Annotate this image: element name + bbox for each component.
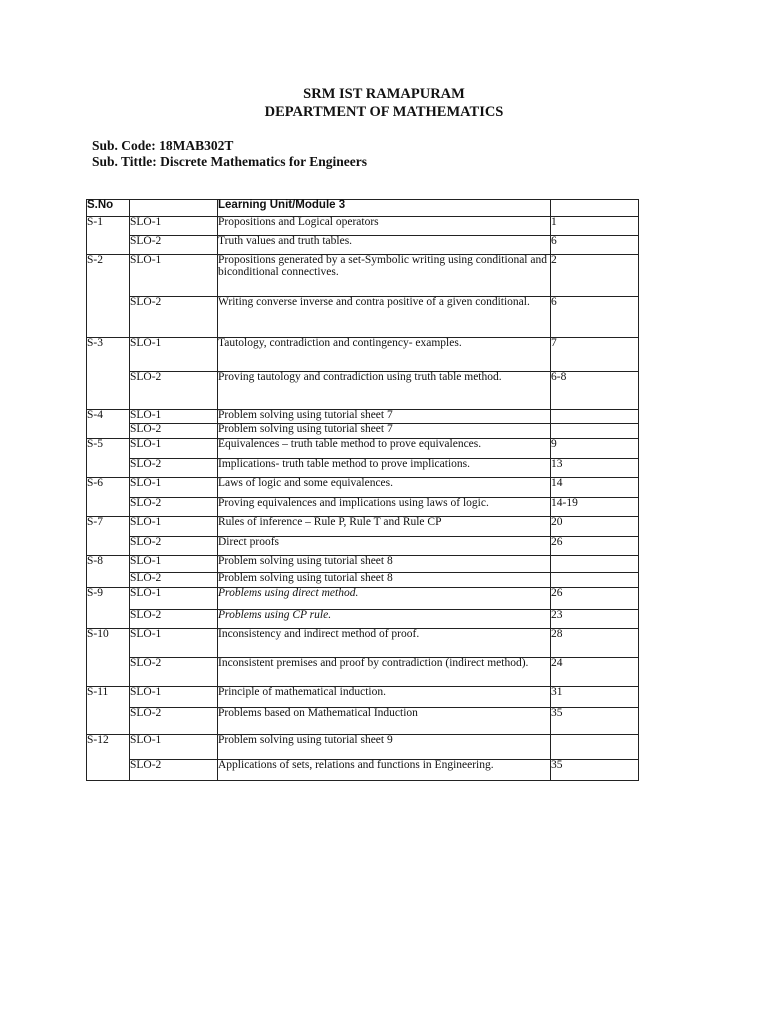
reference-number: 7 xyxy=(551,338,639,372)
reference-number: 2 xyxy=(551,255,639,297)
table-row xyxy=(87,255,639,297)
topic-text: Problem solving using tutorial sheet 7 xyxy=(218,424,551,439)
topic-text: Inconsistent premises and proof by contradiction (indirect method). xyxy=(218,658,551,687)
column-header-sno: S.No xyxy=(87,200,130,217)
session-number: S-6 xyxy=(87,478,130,517)
topic-text: Principle of mathematical induction. xyxy=(218,687,551,708)
reference-number: 6 xyxy=(551,236,639,255)
reference-number xyxy=(551,424,639,439)
topic-text: Proving equivalences and implications using laws of logic. xyxy=(218,498,551,517)
session-number: S-9 xyxy=(87,588,130,629)
table-row xyxy=(87,410,639,424)
session-number: S-5 xyxy=(87,439,130,478)
table-row xyxy=(87,498,639,517)
reference-number: 35 xyxy=(551,708,639,735)
table-row xyxy=(87,588,639,610)
reference-number: 26 xyxy=(551,537,639,556)
session-number: S-8 xyxy=(87,556,130,588)
column-header-blank xyxy=(130,200,218,217)
reference-number: 20 xyxy=(551,517,639,537)
reference-number xyxy=(551,735,639,760)
subject-title: Sub. Tittle: Discrete Mathematics for Engineers xyxy=(92,154,367,169)
topic-text: Equivalences – truth table method to prove equivalences. xyxy=(218,439,551,459)
reference-number: 6 xyxy=(551,297,639,338)
column-header-blank xyxy=(551,200,639,217)
session-number: S-3 xyxy=(87,338,130,410)
topic-text: Problem solving using tutorial sheet 8 xyxy=(218,573,551,588)
topic-text: Direct proofs xyxy=(218,537,551,556)
session-number: S-11 xyxy=(87,687,130,735)
table-row xyxy=(87,687,639,708)
table-row xyxy=(87,610,639,629)
reference-number xyxy=(551,556,639,573)
topic-text: Proving tautology and contradiction using truth table method. xyxy=(218,372,551,410)
column-header-module: Learning Unit/Module 3 xyxy=(218,200,551,217)
slo-label: SLO-1 xyxy=(130,217,218,236)
reference-number: 23 xyxy=(551,610,639,629)
table-row xyxy=(87,236,639,255)
topic-text: Propositions generated by a set-Symbolic writing using conditional and biconditional connectives. xyxy=(218,255,551,297)
table-row xyxy=(87,424,639,439)
topic-text: Rules of inference – Rule P, Rule T and Rule CP xyxy=(218,517,551,537)
topic-text: Problem solving using tutorial sheet 7 xyxy=(218,410,551,424)
slo-label: SLO-2 xyxy=(130,573,218,588)
table-row xyxy=(87,478,639,498)
slo-label: SLO-1 xyxy=(130,517,218,537)
topic-text: Writing converse inverse and contra positive of a given conditional. xyxy=(218,297,551,338)
table-row xyxy=(87,517,639,537)
slo-label: SLO-1 xyxy=(130,629,218,658)
institution-title: SRM IST RAMAPURAM xyxy=(303,86,465,102)
session-number: S-7 xyxy=(87,517,130,556)
slo-label: SLO-2 xyxy=(130,708,218,735)
topic-text: Problems using CP rule. xyxy=(218,610,551,629)
slo-label: SLO-1 xyxy=(130,410,218,424)
topic-text: Inconsistency and indirect method of proof. xyxy=(218,629,551,658)
slo-label: SLO-2 xyxy=(130,537,218,556)
reference-number: 24 xyxy=(551,658,639,687)
table-row xyxy=(87,735,639,760)
reference-number: 13 xyxy=(551,459,639,478)
table-row xyxy=(87,760,639,781)
slo-label: SLO-2 xyxy=(130,372,218,410)
table-row xyxy=(87,537,639,556)
topic-text: Tautology, contradiction and contingency- examples. xyxy=(218,338,551,372)
topic-text: Applications of sets, relations and functions in Engineering. xyxy=(218,760,551,781)
table-row xyxy=(87,708,639,735)
session-number: S-2 xyxy=(87,255,130,338)
slo-label: SLO-2 xyxy=(130,297,218,338)
reference-number: 1 xyxy=(551,217,639,236)
reference-number: 9 xyxy=(551,439,639,459)
reference-number: 26 xyxy=(551,588,639,610)
reference-number: 14 xyxy=(551,478,639,498)
slo-label: SLO-2 xyxy=(130,498,218,517)
reference-number: 14-19 xyxy=(551,498,639,517)
slo-label: SLO-2 xyxy=(130,459,218,478)
slo-label: SLO-2 xyxy=(130,236,218,255)
syllabus-table xyxy=(86,199,639,781)
slo-label: SLO-1 xyxy=(130,255,218,297)
slo-label: SLO-1 xyxy=(130,556,218,573)
session-number: S-4 xyxy=(87,410,130,439)
table-row xyxy=(87,372,639,410)
topic-text: Problem solving using tutorial sheet 8 xyxy=(218,556,551,573)
table-row xyxy=(87,459,639,478)
slo-label: SLO-2 xyxy=(130,424,218,439)
slo-label: SLO-1 xyxy=(130,478,218,498)
department-title: DEPARTMENT OF MATHEMATICS xyxy=(264,104,504,120)
slo-label: SLO-1 xyxy=(130,338,218,372)
table-row xyxy=(87,217,639,236)
table-row xyxy=(87,556,639,573)
table-row xyxy=(87,297,639,338)
table-row xyxy=(87,573,639,588)
session-number: S-1 xyxy=(87,217,130,255)
reference-number: 31 xyxy=(551,687,639,708)
reference-number: 28 xyxy=(551,629,639,658)
slo-label: SLO-2 xyxy=(130,658,218,687)
table-row xyxy=(87,338,639,372)
slo-label: SLO-2 xyxy=(130,610,218,629)
slo-label: SLO-1 xyxy=(130,735,218,760)
reference-number xyxy=(551,410,639,424)
topic-text: Problem solving using tutorial sheet 9 xyxy=(218,735,551,760)
topic-text: Problems based on Mathematical Induction xyxy=(218,708,551,735)
reference-number: 35 xyxy=(551,760,639,781)
table-row xyxy=(87,629,639,658)
reference-number: 6-8 xyxy=(551,372,639,410)
reference-number xyxy=(551,573,639,588)
slo-label: SLO-1 xyxy=(130,588,218,610)
subject-code: Sub. Code: 18MAB302T xyxy=(92,138,234,153)
topic-text: Truth values and truth tables. xyxy=(218,236,551,255)
slo-label: SLO-2 xyxy=(130,760,218,781)
table-row xyxy=(87,439,639,459)
topic-text: Implications- truth table method to prove implications. xyxy=(218,459,551,478)
session-number: S-12 xyxy=(87,735,130,781)
table-row xyxy=(87,658,639,687)
table-header-row xyxy=(87,200,639,217)
topic-text: Problems using direct method. xyxy=(218,588,551,610)
slo-label: SLO-1 xyxy=(130,439,218,459)
topic-text: Laws of logic and some equivalences. xyxy=(218,478,551,498)
slo-label: SLO-1 xyxy=(130,687,218,708)
topic-text: Propositions and Logical operators xyxy=(218,217,551,236)
session-number: S-10 xyxy=(87,629,130,687)
